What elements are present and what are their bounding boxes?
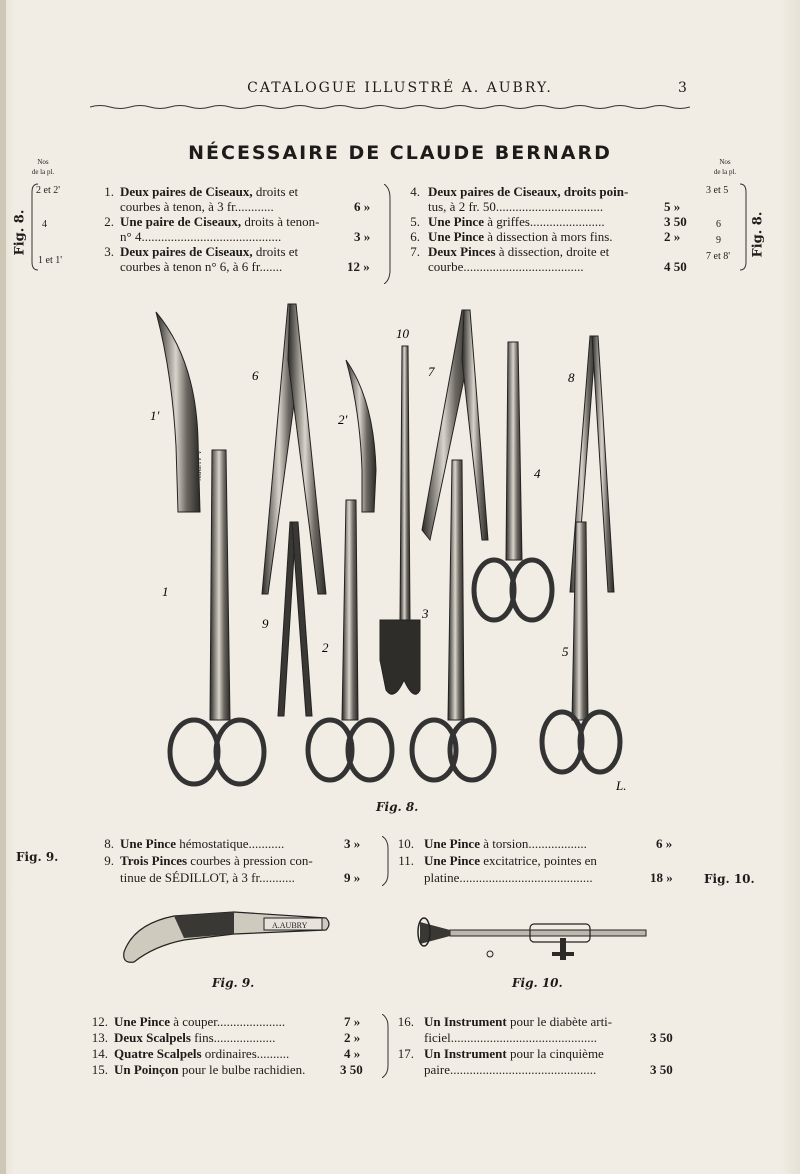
item-price: 3 50 [650,1062,673,1077]
list-item [86,1014,376,1030]
item-desc: à couper..................... [169,1014,286,1029]
item-title: Un Instrument [424,1014,507,1029]
fig9-side-label: Fig. 9. [16,850,59,864]
item-title: Deux paires de Ciseaux, [120,184,253,199]
items-mid-right [392,836,692,886]
list-item [86,1030,376,1046]
center-bracket-mid [382,836,390,886]
fig9-illustration [114,904,334,964]
side-right-fig-label: Fig. 8. [750,211,766,258]
list-item [392,853,692,885]
items-mid-left [92,836,362,886]
item-desc: pour le diabète arti- [506,1014,613,1029]
item-number: 11. [398,853,414,868]
fig8-label: 10 [396,326,409,341]
list-item [392,836,692,853]
item-desc-line2: n° 4........................................... [120,229,282,244]
item-number: 5. [410,214,420,229]
running-header: CATALOGUE ILLUSTRÉ A. AUBRY. [247,80,553,96]
item-title: Quatre Scalpels [114,1046,202,1061]
item-desc: ordinaires.......... [201,1046,290,1061]
item-number: 7. [410,244,420,259]
page-number: 3 [678,80,687,96]
item-title: Une paire de Ciseaux, [120,214,242,229]
side-right-nos: Nos [719,158,731,166]
item-title: Deux paires de Ciseaux, [120,244,253,259]
item-price: 9 » [344,870,361,885]
item-desc: pour la cinquième [506,1046,604,1061]
item-desc: pour le bulbe rachidien. [178,1062,306,1077]
item-number: 12. [91,1014,108,1029]
item-price: 6 » [656,836,673,851]
fig10-illustration [410,908,650,968]
item-price: 3 50 [650,1030,673,1045]
item-title: Trois Pinces [120,853,188,868]
item-title: Une Pince [120,836,176,851]
side-left-fig-label: Fig. 8. [12,209,28,256]
fig8-label: 6 [252,368,259,383]
fig8-label: 5 [562,644,569,659]
side-right-ref: 3 et 5 [706,185,729,196]
item-price: 3 50 [340,1062,363,1077]
list-item [392,1014,692,1046]
item-desc: à torsion.................. [479,836,587,851]
item-number: 10. [397,836,414,851]
item-desc: à griffes....................... [483,214,605,229]
item-price: 3 » [344,836,361,851]
item-desc: droits et [252,184,299,199]
item-price: 3 50 [664,214,687,229]
item-number: 1. [104,184,114,199]
item-price: 2 » [344,1030,361,1045]
side-right-de-la-pl: de la pl. [713,168,737,176]
items-bottom-right [392,1014,692,1078]
item-price: 7 » [344,1014,361,1029]
list-item [86,1062,376,1078]
item-desc: courbes à pression con- [187,853,313,868]
side-right-ref: 9 [716,235,721,246]
list-item [92,853,362,885]
fig8-label: 8 [568,370,575,385]
item-title: Une Pince [424,836,480,851]
items-bottom-left [86,1014,376,1078]
instrument-probe-10 [380,346,420,694]
fig8-label: 9 [262,616,269,631]
fig10-side-label: Fig. 10. [704,872,755,886]
item-number: 13. [91,1030,108,1045]
item-title: Un Instrument [424,1046,507,1061]
fig8-label: 1' [150,408,160,423]
fig8-label: 4 [534,466,541,481]
item-title: Deux Scalpels [114,1030,191,1045]
item-number: 8. [104,836,114,851]
item-price: 4 » [344,1046,361,1061]
item-desc-line2: courbes à tenon, à 3 fr............ [120,199,274,214]
side-right-ref: 6 [716,219,721,230]
item-price: 18 » [650,870,673,885]
side-right-ref: 7 et 8' [706,251,731,262]
item-title: Deux paires de Ciseaux, droits poin- [428,184,629,199]
fig10-caption: Fig. 10. [512,976,563,990]
item-desc-line2: courbes à tenon n° 6, à 6 fr....... [120,259,283,274]
item-number: 9. [104,853,114,868]
list-item [86,1046,376,1062]
item-price: 3 » [354,229,371,244]
item-desc: à dissection, droite et [495,244,610,259]
item-title: Une Pince [424,853,480,868]
item-number: 6. [410,229,420,244]
item-desc-line2: tinue de SÉDILLOT, à 3 fr........... [120,870,295,885]
item-desc: hémostatique........... [175,836,285,851]
item-price: 6 » [354,199,371,214]
list-item [392,1046,692,1078]
item-desc: droits à tenon- [241,214,320,229]
center-bracket-bottom [382,1014,390,1078]
list-item [92,836,362,853]
item-title: Une Pince [114,1014,170,1029]
item-number: 4. [410,184,420,199]
instrument-curved-blade [156,312,202,512]
item-number: 16. [397,1014,414,1029]
item-number: 2. [104,214,114,229]
fig8-caption: Fig. 8. [376,800,419,814]
fig8-label: 2 [322,640,329,655]
fig9-engraving: A.AUBRY [272,921,308,930]
side-left-nos: Nos [37,158,49,166]
item-title: Deux Pinces [428,244,496,259]
fig9-caption: Fig. 9. [212,976,255,990]
instrument-curved-blade-2 [346,360,376,512]
item-desc-line2: paire............................................. [424,1062,597,1077]
item-desc-line2: tus, à 2 fr. 50................................. [428,199,604,214]
item-price: 5 » [664,199,681,214]
item-number: 17. [397,1046,414,1061]
item-title: Une Pince [428,229,484,244]
item-title: Un Poinçon [114,1062,179,1077]
item-price: 2 » [664,229,681,244]
fig8-label: 3 [422,606,429,621]
item-desc: fins................... [190,1030,276,1045]
side-left-ref: 4 [42,219,47,230]
fig8-label: 7 [428,364,435,379]
item-desc-line2: ficiel............................................. [424,1030,597,1045]
item-desc: à dissection à mors fins. [483,229,613,244]
fig8-label: 2' [338,412,348,427]
item-number: 3. [104,244,114,259]
fig8-label: L. [616,778,627,793]
item-price: 4 50 [664,259,687,274]
item-desc: droits et [252,244,299,259]
section-title: NÉCESSAIRE DE CLAUDE BERNARD [188,142,612,164]
item-title: Une Pince [428,214,484,229]
item-desc: excitatrice, pointes en [479,853,597,868]
item-number: 15. [91,1062,108,1077]
instrument-forceps-9 [278,522,312,716]
fig8-label: 1 [162,584,169,599]
item-desc-line2: platine......................................... [424,870,593,885]
side-left-ref: 2 et 2' [36,185,61,196]
item-desc-line2: courbe..................................... [428,259,584,274]
side-left-de-la-pl: de la pl. [31,168,55,176]
instrument-scissors-4 [474,342,552,620]
blade-engraving: A.AUBRY [194,450,202,481]
side-left-ref: 1 et 1' [38,255,63,266]
item-price: 12 » [347,259,370,274]
item-number: 14. [91,1046,108,1061]
